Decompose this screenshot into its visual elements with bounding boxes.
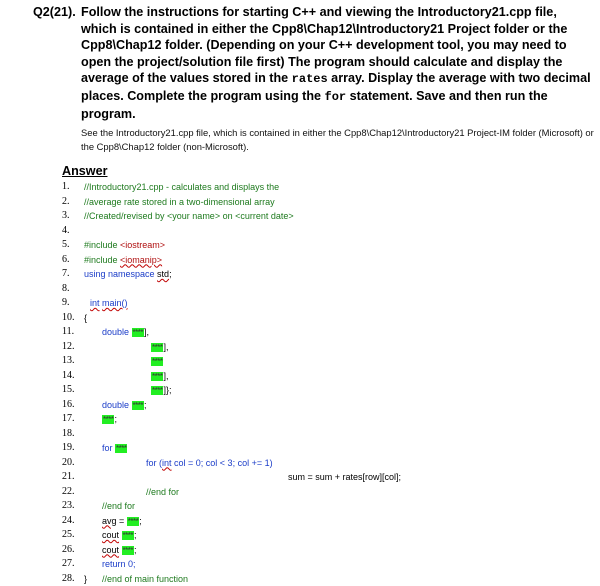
code-line-28: 28. } //end of main function [62,572,189,584]
code-line-6: 6. #include <iomanip> [62,253,163,265]
code-line-27: 27. return 0; [62,558,136,569]
masked-code: **** [122,531,133,540]
masked-code: **** [132,328,143,337]
masked-code: **** [127,516,139,526]
code-line-15: 15. ****]}; [62,384,172,395]
code-line-13: 13. **** [62,355,163,366]
question-block [33,4,595,154]
code-line-25: 25. cout ****; [62,529,137,540]
code-line-2: 2. //average rate stored in a two-dimensional array [62,195,275,207]
code-line-23: 23. //end for [62,500,136,511]
code-line-12: 12. ****], [62,340,169,352]
code-line-9: 9. int main() [62,297,128,308]
code-line-17: 17. ****; [62,413,117,424]
code-line-10: 10. { [62,311,88,323]
rates-keyword: rates [291,72,328,87]
code-line-14: 14. ****], [62,369,169,381]
code-line-16: 16. double ****; [62,398,147,410]
question-number: Q2(21). [33,5,76,19]
code-line-4: 4. [62,224,70,236]
masked-code: **** [152,342,163,352]
code-line-19: 19. for **** [62,442,127,453]
answer-heading: Answer [62,164,108,178]
masked-code: **** [152,357,163,366]
code-line-26: 26. cout ****; [62,543,137,555]
code-listing [62,180,592,586]
masked-code: **** [152,371,163,381]
code-line-3: 3. //Created/revised by <your name> on <current date> [62,210,294,221]
code-line-18: 18. [62,427,75,439]
masked-code: **** [132,400,143,410]
masked-code: **** [103,415,114,424]
code-line-21: 21. sum = sum + rates[row][col]; [62,471,402,482]
question-note: See the Introductory21.cpp file, which is contained in either the Cpp8\Chap12\Introductory21 Project-IM folder (Microsoft) or the Cpp8\Chap12 folder (non-Microsoft). [81,127,594,153]
code-line-1: 1. //Introductory21.cpp - calculates and displays the [62,181,280,192]
question-text: Q2(21). Follow the instructions for starting C++ and viewing the Introductory21.cpp file, which is contained in either the Cpp8\Chap12\Introductory21 Project folder or the Cpp8\Chap12 folder. (Depending on your C++ development tool, you may need to open the project/solution file first) The program should calculate and display the average of the values stored in the rates array. Display the average with two decimal places. Complete the program using the for statement. Save and then run the program. [33,5,591,121]
masked-code: **** [152,386,163,395]
code-line-24: 24. avg = ****; [62,514,142,526]
code-line-20: 20. for (int col = 0; col < 3; col += 1) [62,456,273,468]
code-line-7: 7. using namespace std; [62,268,172,279]
masked-code: **** [116,444,127,453]
masked-code: **** [122,545,133,555]
code-line-22: 22. //end for [62,485,180,497]
for-keyword: for [324,89,347,104]
code-line-8: 8. [62,282,70,294]
code-line-5: 5. #include <iostream> [62,239,166,250]
code-line-11: 11. double ****], [62,326,149,337]
